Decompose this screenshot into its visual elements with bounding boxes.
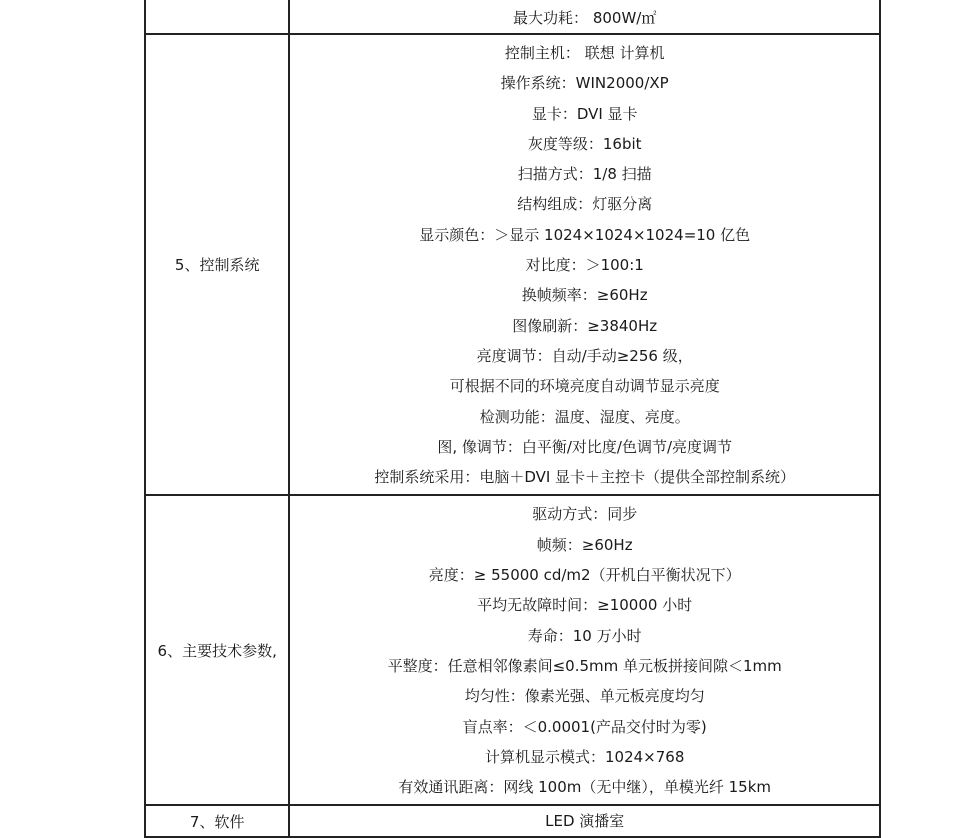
spec-line: 亮度调节：自动/手动≥256 级，: [476, 346, 693, 365]
row-label: 7、软件: [189, 812, 245, 831]
row-label-cell: [145, 0, 289, 34]
spec-line: 操作系统：WIN2000/XP: [500, 74, 669, 93]
table-row-power: [145, 0, 880, 34]
spec-line: 有效通讯距离：网线 100m（无中继），单模光纤 15km: [398, 778, 772, 797]
row-value-cell: [289, 495, 880, 805]
table-row-technical-params: [145, 495, 880, 805]
spec-line: 结构组成：灯驱分离: [517, 195, 653, 214]
spec-line: 可根据不同的环境亮度自动调节显示亮度: [449, 377, 720, 396]
spec-line: 平均无故障时间：≥10000 小时: [477, 596, 693, 615]
spec-line: 灰度等级：16bit: [527, 134, 642, 153]
spec-line: 图, 像调节：白平衡/对比度/色调节/亮度调节: [437, 437, 733, 456]
spec-line: 检测功能：温度、湿度、亮度。: [479, 407, 690, 426]
row-label: 5、控制系统: [174, 256, 260, 275]
table-row-control-system: [145, 34, 880, 495]
spec-line: 帧频：≥60Hz: [536, 535, 633, 554]
spec-line: 最大功耗： 800W/㎡: [513, 9, 657, 27]
row-value-cell: [289, 0, 880, 34]
spec-line: 寿命：10 万小时: [527, 626, 642, 645]
row-value-cell: [289, 34, 880, 495]
spec-line: 亮度：≥ 55000 cd/m2（开机白平衡状况下）: [428, 566, 741, 585]
spec-line: 换帧频率：≥60Hz: [521, 286, 648, 305]
spec-line: 扫描方式：1/8 扫描: [517, 165, 652, 184]
spec-table: [144, 0, 881, 838]
table-row-software: [145, 805, 880, 837]
spec-line: 均匀性：像素光强、单元板亮度均匀: [464, 687, 705, 706]
spec-line: 控制主机： 联想 计算机: [504, 44, 665, 62]
spec-line: 对比度：＞100:1: [525, 256, 644, 275]
spec-line: 计算机显示模式：1024×768: [485, 747, 685, 766]
row-label-cell: [145, 495, 289, 805]
spec-line: 显卡：DVI 显卡: [531, 104, 638, 123]
spec-line: 盲点率：＜0.0001(产品交付时为零): [462, 717, 707, 736]
spec-line: 驱动方式：同步: [532, 505, 638, 524]
spec-line: 显示颜色：＞显示 1024×1024×1024=10 亿色: [419, 225, 751, 244]
spec-line: LED 演播室: [545, 812, 625, 831]
row-label-cell: [145, 34, 289, 495]
row-value-cell: [289, 805, 880, 837]
spec-line: 平整度：任意相邻像素间≤0.5mm 单元板拼接间隙＜1mm: [387, 656, 782, 675]
spec-line: 控制系统采用：电脑＋DVI 显卡＋主控卡（提供全部控制系统）: [374, 468, 796, 487]
spec-line: 图像刷新：≥3840Hz: [512, 316, 658, 335]
row-label: 6、主要技术参数,: [157, 641, 277, 660]
row-label-cell: [145, 805, 289, 837]
